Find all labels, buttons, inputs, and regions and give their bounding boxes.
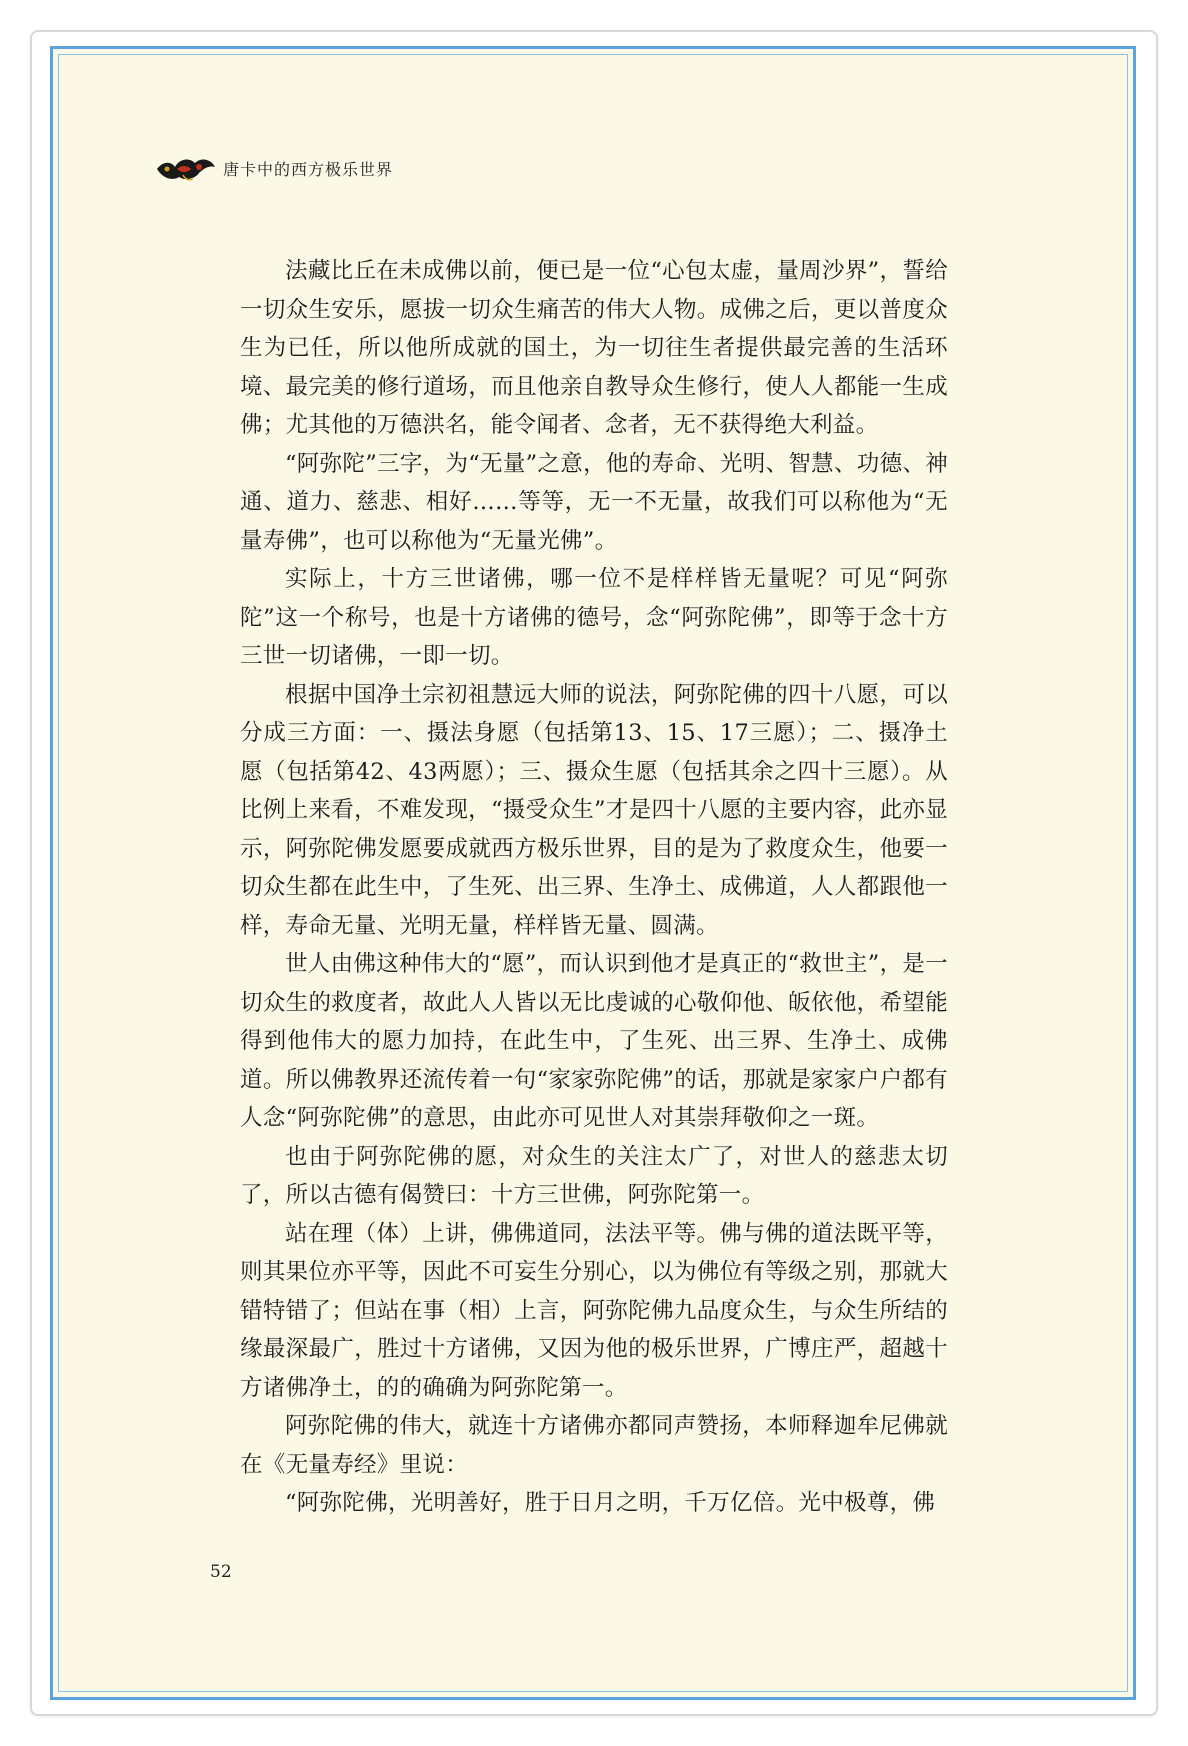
page-number: 52 <box>210 1562 232 1582</box>
paragraph: 站在理（体）上讲，佛佛道同，法法平等。佛与佛的道法既平等，则其果位亦平等，因此不可妄生分别心，以为佛位有等级之别，那就大错特错了；但站在事（相）上言，阿弥陀佛九品度众生，与众生所结的缘最深最广，胜过十方诸佛，又因为他的极乐世界，广博庄严，超越十方诸佛净土，的的确确为阿弥陀第一。 <box>240 1220 948 1401</box>
dragon-ornament-icon <box>155 151 217 185</box>
paragraph: 世人由佛这种伟大的“愿”，而认识到他才是真正的“救世主”，是一切众生的救度者，故此人人皆以无比虔诚的心敬仰他、皈依他，希望能得到他伟大的愿力加持，在此生中，了生死、出三界、生净土、成佛道。所以佛教界还流传着一句“家家弥陀佛”的话，那就是家家户户都有人念“阿弥陀佛”的意思，由此亦可见世人对其崇拜敬仰之一斑。 <box>240 951 948 1131</box>
paragraph: “阿弥陀”三字，为“无量”之意，他的寿命、光明、智慧、功德、神通、道力、慈悲、相好……等等，无一不无量，故我们可以称他为“无量寿佛”，也可以称他为“无量光佛”。 <box>240 450 948 554</box>
running-header-title: 唐卡中的西方极乐世界 <box>223 159 394 179</box>
paragraph: 阿弥陀佛的伟大，就连十方诸佛亦都同声赞扬，本师释迦牟尼佛就在《无量寿经》里说： <box>240 1413 948 1478</box>
paragraph: 也由于阿弥陀佛的愿，对众生的关注太广了，对世人的慈悲太切了，所以古德有偈赞曰：十方三世佛，阿弥陀第一。 <box>240 1143 948 1208</box>
running-header <box>155 152 393 184</box>
paragraph: “阿弥陀佛，光明善好，胜于日月之明，千万亿倍。光中极尊，佛 <box>285 1490 936 1516</box>
paragraph: 法藏比丘在未成佛以前，便已是一位“心包太虚，量周沙界”，誓给一切众生安乐，愿拔一切众生痛苦的伟大人物。成佛之后，更以普度众生为已任，所以他所成就的国土，为一切往生者提供最完善的生活环境、最完美的修行道场，而且他亲自教导众生修行，使人人都能一生成佛；尤其他的万德洪名，能令闻者、念者，无不获得绝大利益。 <box>240 258 948 438</box>
paragraph: 根据中国净土宗初祖慧远大师的说法，阿弥陀佛的四十八愿，可以分成三方面：一、摄法身愿（包括第13、15、17三愿）；二、摄净土愿（包括第42、43两愿）；三、摄众生愿（包括其余之四十三愿）。从比例上来看，不难发现，“摄受众生”才是四十八愿的主要内容，此亦显示，阿弥陀佛发愿要成就西方极乐世界，目的是为了救度众生，他要一切众生都在此生中，了生死、出三界、生净土、成佛道，人人都跟他一样，寿命无量、光明无量，样样皆无量、圆满。 <box>240 681 948 939</box>
paragraph: 实际上，十方三世诸佛，哪一位不是样样皆无量呢？可见“阿弥陀”这一个称号，也是十方诸佛的德号，念“阿弥陀佛”，即等于念十方三世一切诸佛，一即一切。 <box>240 566 948 669</box>
body-text <box>240 252 948 1523</box>
